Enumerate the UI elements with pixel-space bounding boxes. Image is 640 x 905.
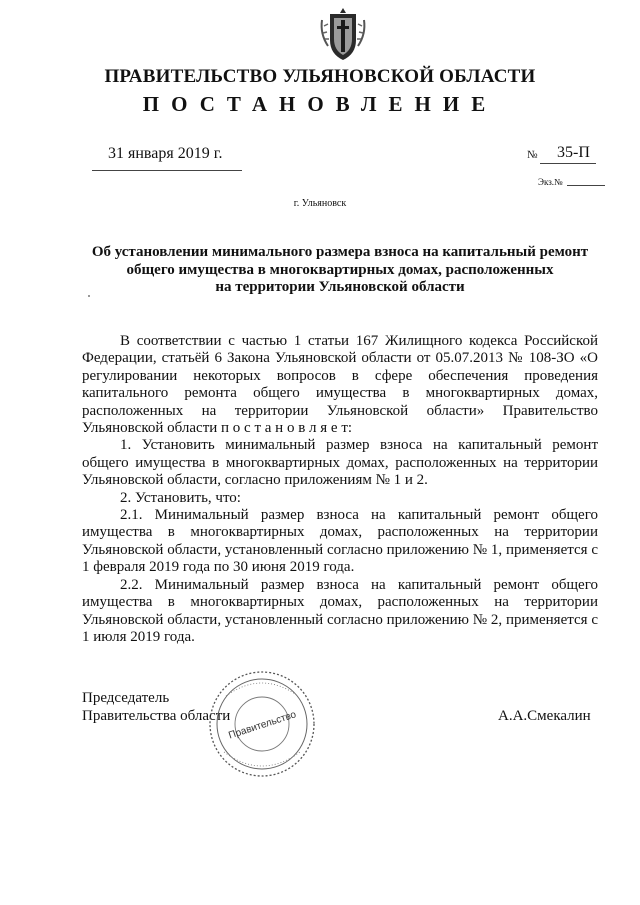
official-seal-stamp	[206, 666, 318, 782]
preamble-paragraph: В соответствии с частью 1 статьи 167 Жилищного кодекса Российской Федерации, статьёй 6 Закона Ульяновской области от 05.07.2013 № 108-ЗО «О регулировании некоторых вопросов в сфере обеспечения проведения капитального ремонта общего имущества в многоквартирных домах, расположенных на территории Ульяновской области» Правительство Ульяновской области п о с т а н о в л я е т:	[82, 333, 598, 437]
clause-2-1: 2.1. Минимальный размер взноса на капитальный ремонт общего имущества в многоквартирных домах, расположенных на территории Ульяновской области, установленный согласно приложению № 1, применяется с 1 февраля 2019 года по 30 июня 2019 года.	[82, 507, 598, 576]
copy-number-label: Экз.№	[538, 177, 563, 187]
clause-2-2: 2.2. Минимальный размер взноса на капитальный ремонт общего имущества в многоквартирных домах, расположенных на территории Ульяновской области, установленный согласно приложению № 2, применяется с 1 июля 2019 года.	[82, 576, 598, 645]
date-underline	[92, 170, 242, 171]
decree-title	[60, 244, 620, 297]
title-line-1: Об установлении минимального размера взноса на капитальный ремонт	[91, 244, 589, 260]
copy-number-underline	[567, 185, 605, 186]
stamp-label: Правительство	[227, 709, 298, 742]
number-sign: №	[527, 149, 538, 161]
decree-date: 31 января 2019 г.	[108, 145, 223, 162]
title-line-2: общего имущества в многоквартирных домах, расположенных	[126, 261, 554, 278]
signatory-name: А.А.Смекалин	[498, 708, 591, 724]
document-type: ПОСТАНОВЛЕНИЕ	[142, 92, 498, 116]
government-name: ПРАВИТЕЛЬСТВО УЛЬЯНОВСКОЙ ОБЛАСТИ	[104, 66, 536, 87]
decree-number: 35-П	[557, 144, 590, 161]
number-underline	[540, 163, 596, 164]
signatory-role-line-1: Председатель	[82, 690, 170, 706]
clause-2: 2. Установить, что:	[120, 489, 241, 506]
scan-dot	[88, 295, 90, 297]
clause-1: 1. Установить минимальный размер взноса на капитальный ремонт общего имущества в многоквартирных домах, расположенных на территории Ульяновской области, согласно приложениям № 1 и 2.	[82, 437, 598, 489]
city-name: г. Ульяновск	[293, 198, 347, 209]
coat-of-arms-emblem	[318, 6, 368, 64]
decree-body	[82, 333, 598, 646]
signatory-role-line-2: Правительства области	[82, 708, 231, 724]
title-line-3: на территории Ульяновской области	[215, 279, 465, 296]
